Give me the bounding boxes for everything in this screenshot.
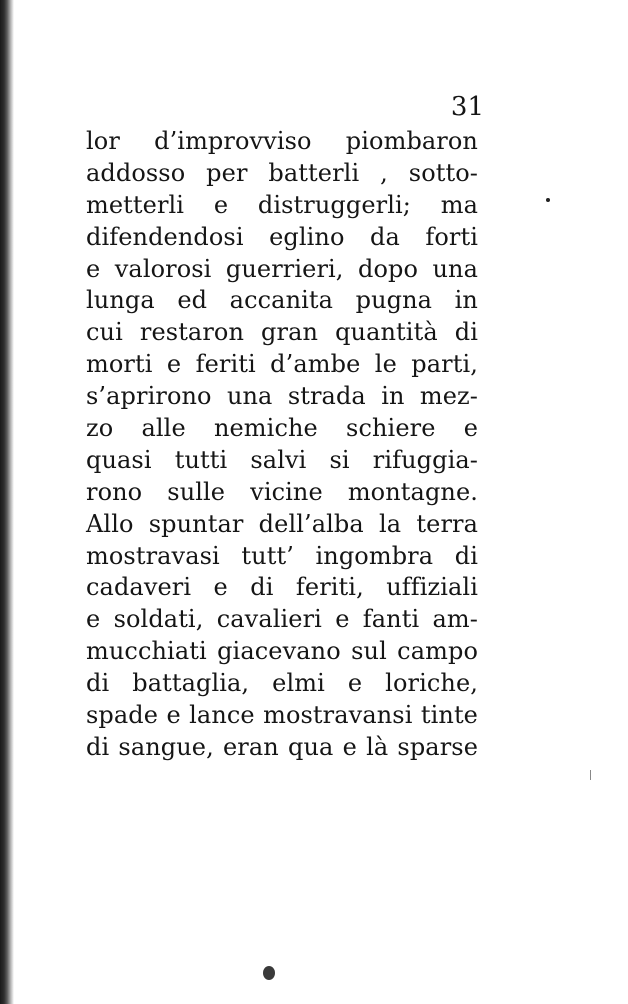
text-line: cui restaron gran quantità di [86,318,478,347]
ink-blot [263,966,275,980]
text-line: di battaglia, elmi e loriche, [86,669,478,698]
text-line: rono sulle vicine montagne. [86,477,478,506]
text-line: s’aprirono una strada in mez- [86,382,478,411]
text-line: cadaveri e di feriti, uffiziali [86,573,478,602]
text-line: addosso per batterli , sotto- [86,158,478,187]
text-line: di sangue, eran qua e là sparse [86,732,478,761]
text-line: mucchiati giacevano sul campo [86,637,478,666]
text-line: lunga ed accanita pugna in [86,286,478,315]
text-line: spade e lance mostravansi tinte [86,701,478,730]
body-text [86,126,478,764]
text-line: difendendosi eglino da forti [86,222,478,251]
ink-speck [546,198,550,202]
text-line: Allo spuntar dell’alba la terra [86,509,478,538]
text-line: quasi tutti salvi si rifuggia- [86,445,478,474]
book-spine-shadow [0,0,14,1004]
text-line: lor d’improvviso piombaron [86,127,478,155]
paper-mark [590,770,591,780]
text-line: mostravasi tutt’ ingombra di [86,541,478,570]
page-number: 31 [450,92,484,122]
text-line: e valorosi guerrieri, dopo una [86,254,478,283]
text-line: morti e feriti d’ambe le parti, [86,350,478,379]
text-line: e soldati, cavalieri e fanti am- [86,605,478,634]
text-line: zo alle nemiche schiere e [86,414,478,443]
text-line: metterli e distruggerli; ma [86,190,478,219]
